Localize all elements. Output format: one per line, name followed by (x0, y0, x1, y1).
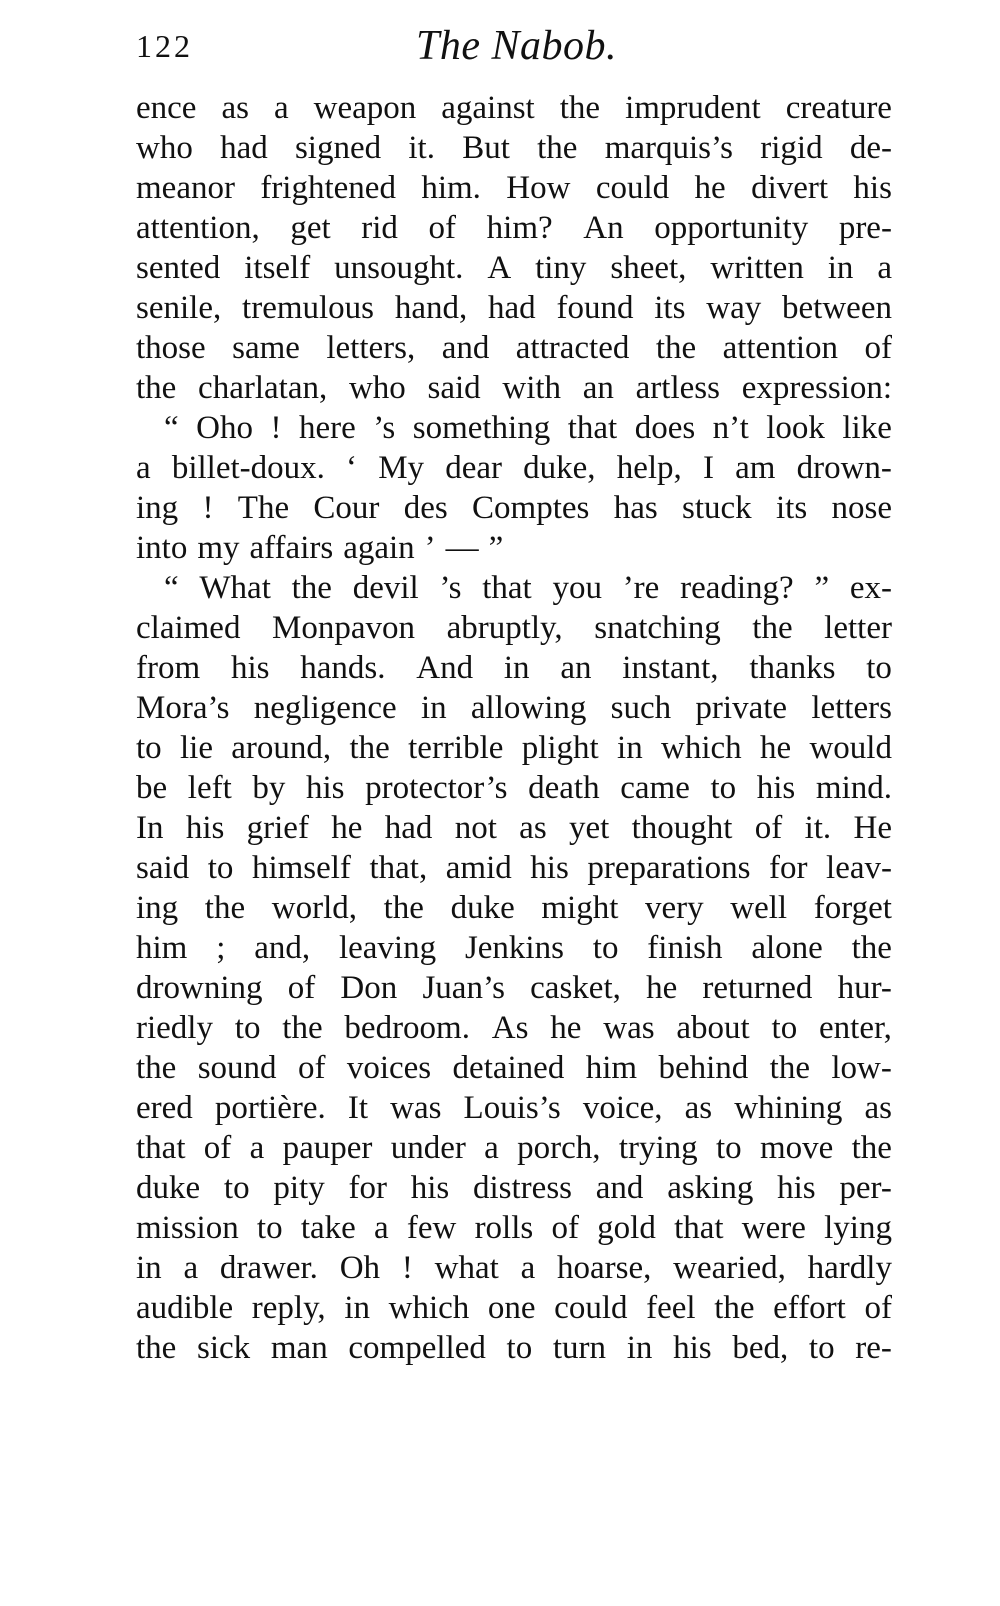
text-line: ing ! The Cour des Comptes has stuck its nose (136, 490, 892, 526)
body-text (136, 88, 892, 1368)
text-line: ered portière. It was Louis’s voice, as whining as (136, 1090, 892, 1126)
text-line: attention, get rid of him? An opportunity pre- (136, 210, 892, 246)
text-line: to lie around, the terrible plight in which he would (136, 730, 892, 766)
text-line: said to himself that, amid his preparations for leav- (136, 850, 892, 886)
page-header (136, 22, 896, 78)
text-line: Mora’s negligence in allowing such private letters (136, 690, 892, 726)
page-number: 122 (136, 28, 193, 64)
running-title: The Nabob. (416, 23, 618, 69)
text-line: who had signed it. But the marquis’s rigid de- (136, 130, 892, 166)
text-line: those same letters, and attracted the attention of (136, 330, 892, 366)
text-line: audible reply, in which one could feel the effort of (136, 1290, 892, 1326)
text-line: from his hands. And in an instant, thanks to (136, 650, 892, 686)
text-line: be left by his protector’s death came to his mind. (136, 770, 892, 806)
text-line: “ Oho ! here ’s something that does n’t look like (164, 410, 892, 446)
text-line: a billet-doux. ‘ My dear duke, help, I am drown- (136, 450, 892, 486)
text-line: “ What the devil ’s that you ’re reading? ” ex- (164, 570, 892, 606)
text-line: claimed Monpavon abruptly, snatching the letter (136, 610, 892, 646)
text-line: the charlatan, who said with an artless expression: (136, 370, 892, 406)
text-line: that of a pauper under a porch, trying to move the (136, 1130, 892, 1166)
text-line: sented itself unsought. A tiny sheet, written in a (136, 250, 892, 286)
text-line: the sound of voices detained him behind the low- (136, 1050, 892, 1086)
text-line: him ; and, leaving Jenkins to finish alone the (136, 930, 892, 966)
text-line: the sick man compelled to turn in his bed, to re- (136, 1330, 892, 1366)
text-line: ing the world, the duke might very well forget (136, 890, 892, 926)
text-line: duke to pity for his distress and asking his per- (136, 1170, 892, 1206)
text-line: senile, tremulous hand, had found its way between (136, 290, 892, 326)
text-line: meanor frightened him. How could he divert his (136, 170, 892, 206)
text-line: riedly to the bedroom. As he was about to enter, (136, 1010, 892, 1046)
text-line: ence as a weapon against the imprudent creature (136, 90, 892, 126)
text-line: In his grief he had not as yet thought of it. He (136, 810, 892, 846)
text-line: drowning of Don Juan’s casket, he returned hur- (136, 970, 892, 1006)
text-line: in a drawer. Oh ! what a hoarse, wearied, hardly (136, 1250, 892, 1286)
text-line: into my affairs again ’ — ” (136, 530, 504, 566)
text-line: mission to take a few rolls of gold that were lying (136, 1210, 892, 1246)
